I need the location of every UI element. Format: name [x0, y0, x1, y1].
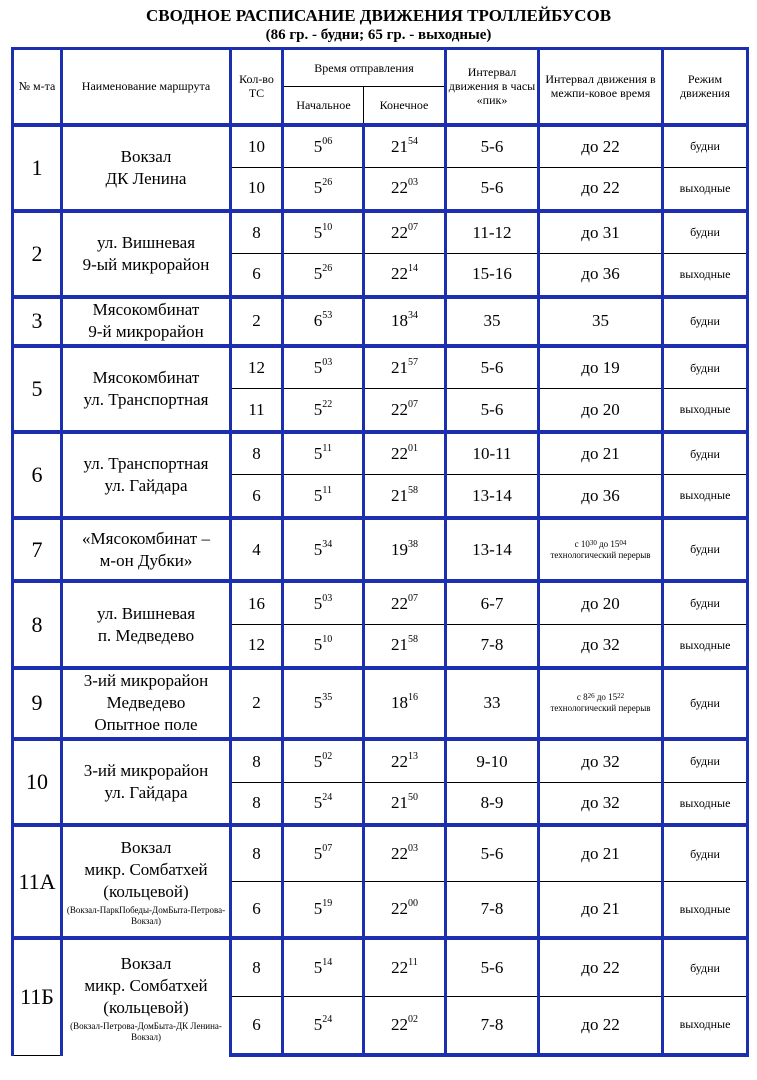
- vehicle-count: 10: [231, 168, 283, 211]
- route-name-line: Мясокомбинат: [92, 300, 200, 320]
- route-number: 1: [13, 125, 62, 211]
- departure-start-minute: 35: [322, 692, 333, 704]
- departure-start-hour: 5: [313, 1014, 323, 1034]
- header-offpeak: Интервал движения в межпи-ковое время: [539, 49, 663, 125]
- offpeak-interval: до 22: [539, 996, 663, 1055]
- route-path-note: (Вокзал-ПаркПобеды-ДомБыта-Петрова-Вокзал): [66, 904, 226, 926]
- departure-start-hour: 5: [313, 899, 323, 919]
- operation-mode: будни: [663, 211, 748, 254]
- departure-end-hour: 22: [391, 444, 408, 464]
- peak-interval: 5-6: [446, 168, 539, 211]
- peak-interval: 35: [446, 297, 539, 346]
- route-name-line: (кольцевой): [103, 997, 189, 1017]
- operation-mode: выходные: [663, 389, 748, 432]
- departure-end-hour: 22: [391, 751, 408, 771]
- departure-end-hour: 21: [391, 358, 408, 378]
- departure-end: [364, 882, 446, 938]
- departure-start: [283, 518, 364, 582]
- departure-start: [283, 346, 364, 389]
- vehicle-count: 6: [231, 254, 283, 297]
- departure-end-hour: 21: [391, 793, 408, 813]
- route-name-line: Медведево: [106, 693, 186, 713]
- header-start: Начальное: [283, 87, 364, 125]
- departure-end-minute: 02: [408, 1013, 418, 1025]
- schedule-table: [11, 47, 749, 1057]
- departure-start-hour: 5: [313, 593, 323, 613]
- departure-start: [283, 254, 364, 297]
- operation-mode: будни: [663, 518, 748, 582]
- departure-start: [283, 211, 364, 254]
- peak-interval: 13-14: [446, 518, 539, 582]
- departure-start-minute: 11: [322, 443, 333, 455]
- route-name-line: ул. Гайдара: [104, 475, 188, 495]
- route-number: 6: [13, 432, 62, 518]
- departure-start: [283, 125, 364, 168]
- departure-start: [283, 739, 364, 782]
- departure-end-minute: 16: [408, 692, 418, 704]
- route-name: [62, 432, 231, 518]
- departure-end: [364, 581, 446, 624]
- vehicle-count: 6: [231, 475, 283, 518]
- offpeak-interval: до 22: [539, 938, 663, 996]
- operation-mode: выходные: [663, 168, 748, 211]
- header-name: Наименование маршрута: [62, 49, 231, 125]
- route-number: 7: [13, 518, 62, 582]
- departure-start: [283, 782, 364, 825]
- departure-end: [364, 668, 446, 740]
- peak-interval: 13-14: [446, 475, 539, 518]
- route-number: 3: [13, 297, 62, 346]
- departure-end-minute: 03: [408, 843, 418, 855]
- route-name-line: 3-ий микрорайон: [83, 761, 209, 781]
- route-name-line: Вокзал: [120, 953, 172, 973]
- departure-end-minute: 11: [408, 957, 418, 968]
- departure-end-hour: 18: [391, 693, 408, 713]
- departure-start-hour: 5: [313, 222, 323, 242]
- departure-end-minute: 07: [408, 398, 418, 410]
- break-from: с 8: [576, 692, 588, 703]
- operation-mode: будни: [663, 668, 748, 740]
- departure-end-hour: 22: [391, 264, 408, 284]
- offpeak-interval: 35: [539, 297, 663, 346]
- departure-start-minute: 11: [322, 484, 333, 496]
- departure-start-hour: 5: [313, 539, 323, 559]
- route-number: 2: [13, 211, 62, 297]
- break-to-minute: 04: [619, 538, 627, 547]
- offpeak-break-time: [540, 539, 661, 550]
- departure-end: [364, 211, 446, 254]
- table-row: [13, 739, 748, 782]
- vehicle-count: 6: [231, 996, 283, 1055]
- departure-end-hour: 18: [391, 311, 408, 331]
- vehicle-count: 8: [231, 211, 283, 254]
- departure-start: [283, 432, 364, 475]
- departure-start-minute: 06: [322, 135, 333, 147]
- departure-start-minute: 24: [322, 1013, 333, 1025]
- table-row: [13, 346, 748, 389]
- departure-end-hour: 22: [391, 899, 408, 919]
- operation-mode: выходные: [663, 782, 748, 825]
- departure-end-hour: 22: [391, 593, 408, 613]
- peak-interval: 5-6: [446, 125, 539, 168]
- offpeak-interval: [539, 668, 663, 740]
- table-row: [13, 938, 748, 996]
- departure-end: [364, 739, 446, 782]
- peak-interval: 6-7: [446, 581, 539, 624]
- departure-end-minute: 07: [408, 221, 418, 233]
- route-name-line: микр. Сомбатхей: [84, 975, 208, 995]
- route-name-line: 3-ий микрорайон: [83, 671, 209, 691]
- table-row: [13, 518, 748, 582]
- vehicle-count: 16: [231, 581, 283, 624]
- departure-start-minute: 19: [322, 898, 333, 910]
- departure-start: [283, 475, 364, 518]
- route-name-line: Опытное поле: [94, 715, 198, 735]
- route-number: 10: [13, 739, 62, 825]
- departure-end-minute: 00: [408, 898, 418, 910]
- peak-interval: 7-8: [446, 882, 539, 938]
- departure-start-hour: 5: [313, 399, 323, 419]
- departure-start-minute: 03: [322, 357, 333, 369]
- departure-end-minute: 01: [408, 443, 418, 455]
- departure-start-hour: 5: [313, 693, 323, 713]
- operation-mode: будни: [663, 432, 748, 475]
- table-row: [13, 211, 748, 254]
- departure-end: [364, 996, 446, 1055]
- departure-start-hour: 5: [313, 793, 323, 813]
- departure-start-hour: 5: [313, 444, 323, 464]
- departure-start-minute: 26: [322, 263, 333, 275]
- peak-interval: 5-6: [446, 389, 539, 432]
- operation-mode: будни: [663, 125, 748, 168]
- departure-start-hour: 6: [313, 311, 323, 331]
- page-subtitle: (86 гр. - будни; 65 гр. - выходные): [265, 27, 492, 43]
- route-name: [62, 211, 231, 297]
- header-count: Кол-во ТС: [231, 49, 283, 125]
- departure-end-minute: 03: [408, 177, 418, 189]
- departure-start: [283, 882, 364, 938]
- departure-end-minute: 14: [408, 263, 418, 275]
- offpeak-interval: до 36: [539, 475, 663, 518]
- offpeak-break-label: технологический перерыв: [550, 703, 651, 714]
- operation-mode: будни: [663, 739, 748, 782]
- route-number: 5: [13, 346, 62, 432]
- vehicle-count: 8: [231, 782, 283, 825]
- departure-start-hour: 5: [313, 958, 323, 977]
- departure-start-hour: 5: [313, 264, 323, 284]
- table-row: [13, 432, 748, 475]
- header-num: № м-та: [13, 49, 62, 125]
- departure-end-minute: 58: [408, 484, 418, 496]
- vehicle-count: 8: [231, 825, 283, 881]
- route-name: [62, 938, 231, 1055]
- offpeak-interval: до 19: [539, 346, 663, 389]
- table-row: [13, 125, 748, 168]
- route-name-line: «Мясокомбинат –: [82, 528, 210, 548]
- peak-interval: 5-6: [446, 825, 539, 881]
- route-name: [62, 346, 231, 432]
- route-number: 9: [13, 668, 62, 740]
- operation-mode: будни: [663, 346, 748, 389]
- offpeak-interval: до 32: [539, 739, 663, 782]
- departure-end: [364, 938, 446, 996]
- route-name: [62, 581, 231, 667]
- vehicle-count: 8: [231, 739, 283, 782]
- offpeak-interval: до 22: [539, 125, 663, 168]
- vehicle-count: 2: [231, 668, 283, 740]
- departure-end-hour: 21: [391, 635, 408, 655]
- departure-start-minute: 22: [322, 398, 333, 410]
- departure-start-hour: 5: [313, 136, 323, 156]
- vehicle-count: 12: [231, 625, 283, 668]
- route-name: [62, 125, 231, 211]
- header-mode: Режим движения: [663, 49, 748, 125]
- vehicle-count: 4: [231, 518, 283, 582]
- schedule-body: [13, 125, 748, 1056]
- peak-interval: 5-6: [446, 938, 539, 996]
- offpeak-break-time: [540, 692, 661, 703]
- departure-start-minute: 10: [322, 221, 333, 233]
- departure-end-hour: 22: [391, 844, 408, 864]
- operation-mode: выходные: [663, 475, 748, 518]
- departure-end: [364, 346, 446, 389]
- route-path-note: (Вокзал-Петрова-ДомБыта-ДК Ленина-Вокзал): [70, 1020, 222, 1042]
- departure-end: [364, 518, 446, 582]
- offpeak-interval: [539, 518, 663, 582]
- offpeak-break-label: технологический перерыв: [550, 549, 651, 560]
- peak-interval: 7-8: [446, 996, 539, 1055]
- offpeak-interval: до 22: [539, 168, 663, 211]
- departure-start-hour: 5: [313, 844, 323, 864]
- route-name-line: микр. Сомбатхей: [84, 859, 208, 879]
- break-to: до 15: [594, 692, 618, 703]
- route-name-line: 9-й микрорайон: [88, 322, 204, 342]
- peak-interval: 5-6: [446, 346, 539, 389]
- operation-mode: выходные: [663, 254, 748, 297]
- vehicle-count: 8: [231, 432, 283, 475]
- offpeak-interval: до 21: [539, 825, 663, 881]
- departure-start: [283, 168, 364, 211]
- departure-start: [283, 581, 364, 624]
- offpeak-interval: до 36: [539, 254, 663, 297]
- departure-end-hour: 22: [391, 222, 408, 242]
- offpeak-interval: до 32: [539, 625, 663, 668]
- route-name-line: ул. Гайдара: [104, 783, 188, 803]
- departure-end: [364, 168, 446, 211]
- route-number: 8: [13, 581, 62, 667]
- vehicle-count: 10: [231, 125, 283, 168]
- route-name-line: м-он Дубки»: [99, 550, 193, 570]
- route-number: 11А: [13, 825, 62, 938]
- route-name-line: Вокзал: [120, 837, 172, 857]
- table-row: [13, 581, 748, 624]
- departure-end-minute: 58: [408, 634, 418, 646]
- operation-mode: будни: [663, 938, 748, 996]
- header-end: Конечное: [364, 87, 446, 125]
- operation-mode: выходные: [663, 882, 748, 938]
- departure-start: [283, 668, 364, 740]
- vehicle-count: 12: [231, 346, 283, 389]
- departure-start-minute: 53: [322, 310, 333, 322]
- vehicle-count: 8: [231, 938, 283, 996]
- route-number: 11Б: [13, 938, 62, 1055]
- vehicle-count: 2: [231, 297, 283, 346]
- break-to-minute: 22: [617, 692, 625, 701]
- route-name-line: ул. Транспортная: [83, 389, 209, 409]
- departure-end: [364, 432, 446, 475]
- table-row: [13, 668, 748, 740]
- peak-interval: 9-10: [446, 739, 539, 782]
- peak-interval: 8-9: [446, 782, 539, 825]
- offpeak-interval: до 21: [539, 432, 663, 475]
- departure-start-minute: 10: [322, 634, 333, 646]
- route-name-line: п. Медведево: [97, 625, 195, 645]
- break-from-minute: 26: [587, 692, 595, 701]
- peak-interval: 7-8: [446, 625, 539, 668]
- header-departure: Время отправления: [283, 49, 446, 87]
- offpeak-interval: до 21: [539, 882, 663, 938]
- operation-mode: будни: [663, 825, 748, 881]
- departure-start-minute: 26: [322, 177, 333, 189]
- departure-end-hour: 22: [391, 1014, 408, 1034]
- departure-end-hour: 21: [391, 485, 408, 505]
- departure-end-minute: 54: [408, 135, 418, 147]
- departure-start: [283, 625, 364, 668]
- departure-end: [364, 297, 446, 346]
- departure-end-minute: 34: [408, 310, 418, 322]
- break-from: с 10: [574, 538, 590, 549]
- departure-end-hour: 21: [391, 136, 408, 156]
- departure-start-hour: 5: [313, 635, 323, 655]
- departure-end: [364, 254, 446, 297]
- table-row: [13, 825, 748, 881]
- departure-end-hour: 22: [391, 958, 409, 977]
- departure-start-minute: 24: [322, 792, 333, 804]
- departure-start-minute: 34: [322, 538, 333, 550]
- departure-end-minute: 50: [408, 792, 418, 804]
- offpeak-interval: до 32: [539, 782, 663, 825]
- departure-start: [283, 938, 364, 996]
- departure-end: [364, 475, 446, 518]
- departure-start-minute: 07: [322, 843, 333, 855]
- route-name: [62, 297, 231, 346]
- peak-interval: 15-16: [446, 254, 539, 297]
- departure-end: [364, 625, 446, 668]
- operation-mode: будни: [663, 297, 748, 346]
- departure-end: [364, 825, 446, 881]
- break-from-minute: 30: [589, 538, 597, 547]
- departure-end: [364, 125, 446, 168]
- route-name: [62, 668, 231, 740]
- route-name-line: ул. Вишневая: [96, 232, 196, 252]
- offpeak-interval: до 20: [539, 581, 663, 624]
- departure-start: [283, 297, 364, 346]
- departure-start: [283, 996, 364, 1055]
- departure-end-hour: 22: [391, 178, 408, 198]
- departure-start-minute: 14: [322, 957, 333, 968]
- table-row: [13, 297, 748, 346]
- peak-interval: 11-12: [446, 211, 539, 254]
- route-name-line: ул. Транспортная: [83, 453, 209, 473]
- operation-mode: будни: [663, 581, 748, 624]
- departure-start: [283, 825, 364, 881]
- departure-start-hour: 5: [313, 751, 323, 771]
- route-name: [62, 518, 231, 582]
- route-name-line: Вокзал: [120, 146, 172, 166]
- offpeak-interval: до 31: [539, 211, 663, 254]
- departure-end-hour: 22: [391, 399, 408, 419]
- departure-start-hour: 5: [313, 485, 323, 505]
- route-name-line: ДК Ленина: [105, 168, 187, 188]
- operation-mode: выходные: [663, 996, 748, 1055]
- break-to: до 15: [596, 538, 620, 549]
- departure-start-hour: 5: [313, 178, 323, 198]
- departure-end-minute: 07: [408, 592, 418, 604]
- departure-end: [364, 782, 446, 825]
- route-name: [62, 739, 231, 825]
- departure-end-minute: 57: [408, 357, 418, 369]
- header-peak: Интервал движения в часы «пик»: [446, 49, 539, 125]
- route-name-line: 9-ый микрорайон: [82, 254, 210, 274]
- departure-end: [364, 389, 446, 432]
- departure-end-minute: 13: [408, 750, 418, 762]
- vehicle-count: 6: [231, 882, 283, 938]
- departure-end-hour: 19: [391, 539, 408, 559]
- departure-start-hour: 5: [313, 358, 323, 378]
- route-name-line: ул. Вишневая: [96, 603, 196, 623]
- departure-start-minute: 03: [322, 592, 333, 604]
- departure-start-minute: 02: [322, 750, 333, 762]
- vehicle-count: 11: [231, 389, 283, 432]
- offpeak-interval: до 20: [539, 389, 663, 432]
- page-title: СВОДНОЕ РАСПИСАНИЕ ДВИЖЕНИЯ ТРОЛЛЕЙБУСОВ: [145, 6, 612, 25]
- peak-interval: 10-11: [446, 432, 539, 475]
- route-name-line: (кольцевой): [103, 881, 189, 901]
- operation-mode: выходные: [663, 625, 748, 668]
- route-name: [62, 825, 231, 938]
- departure-end-minute: 38: [408, 538, 418, 550]
- route-name-line: Мясокомбинат: [92, 367, 200, 387]
- peak-interval: 33: [446, 668, 539, 740]
- departure-start: [283, 389, 364, 432]
